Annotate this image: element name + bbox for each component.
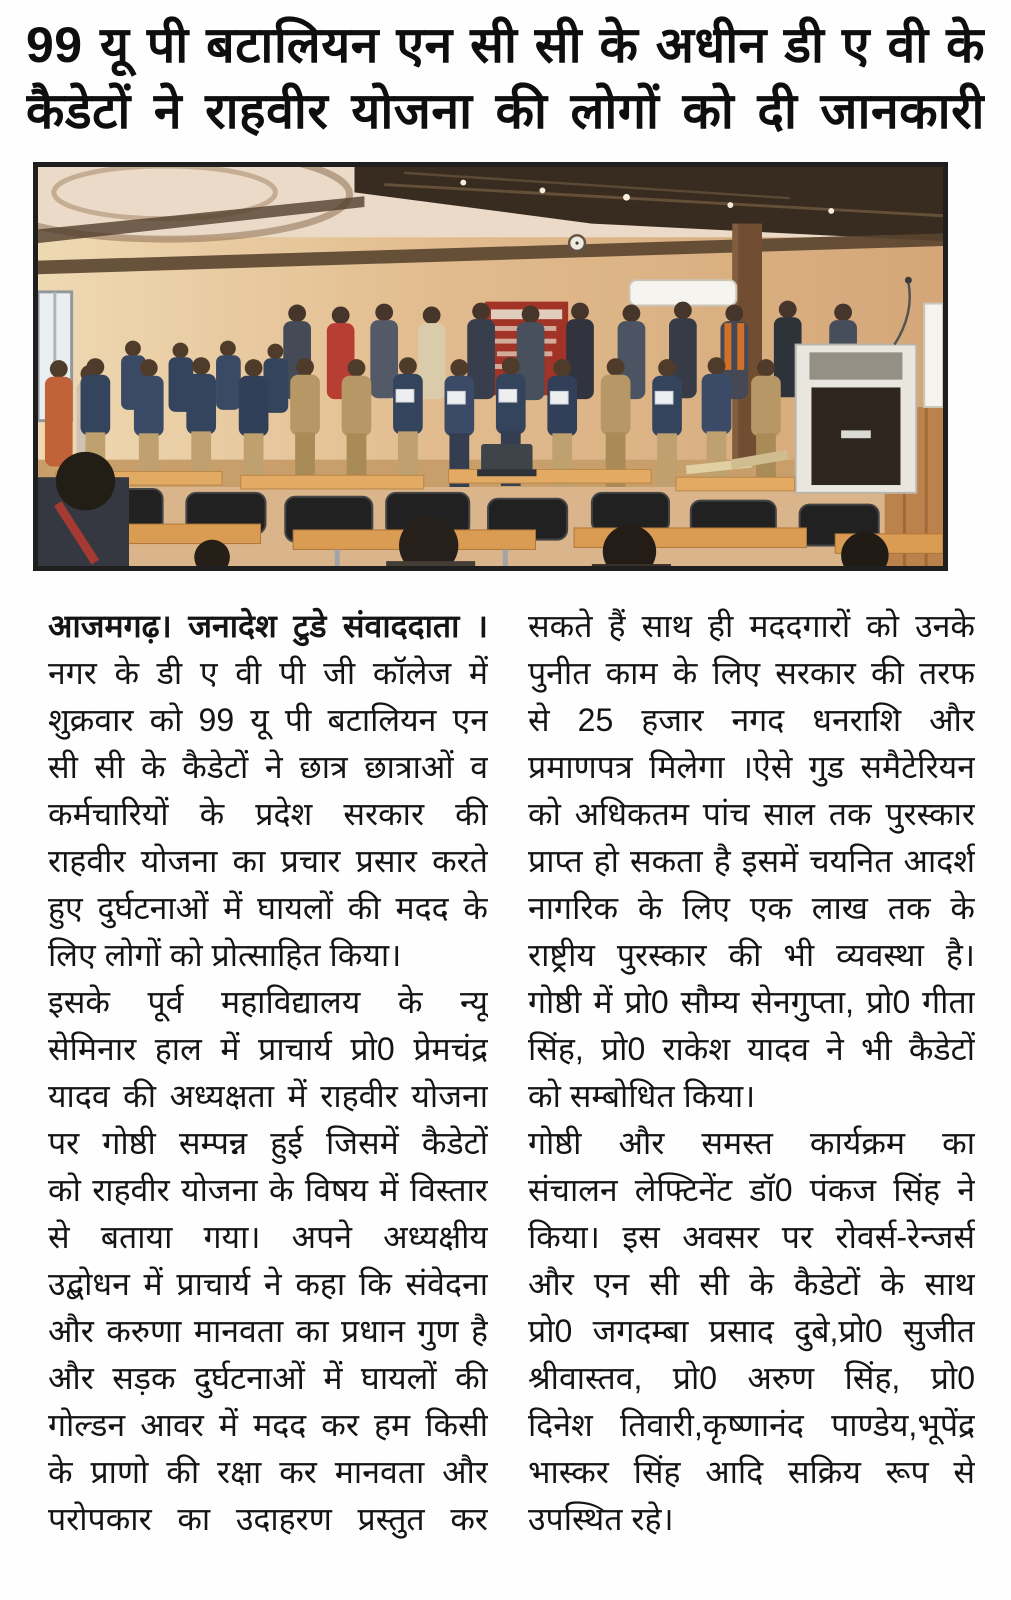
article-line: और सड़क दुर्घटनाओं में घायलों की (48, 1360, 488, 1396)
article-line: राहवीर योजना का प्रचार प्रसार करते (48, 843, 488, 879)
article-column-left (48, 603, 488, 1543)
article-line: उद्बोधन में प्राचार्य ने कहा कि संवेदना (48, 1266, 488, 1302)
article-line: सकते हैं साथ ही मददगारों को उनके (528, 608, 975, 644)
article-line: सेमिनार हाल में प्राचार्य प्रो0 प्रेमचंद्र (48, 1031, 488, 1067)
article-line: प्रो0 जगदम्बा प्रसाद दुबे,प्रो0 सुजीत (528, 1313, 975, 1349)
article-line: पुनीत काम के लिए सरकार की तरफ (528, 655, 975, 691)
article-line: आजमगढ़। जनादेश टुडे संवाददाता । (48, 608, 488, 644)
article-line: श्रीवास्तव, प्रो0 अरुण सिंह, प्रो0 (528, 1360, 975, 1396)
article-line: यादव की अध्यक्षता में राहवीर योजना (48, 1078, 488, 1114)
article-line: पर गोष्ठी सम्पन्न हुई जिसमें कैडेटों (48, 1125, 488, 1161)
article-line: किया। इस अवसर पर रोवर्स-रेन्जर्स (528, 1219, 975, 1255)
article-line: कर्मचारियों के प्रदेश सरकार की (48, 796, 488, 832)
article-line: उपस्थित रहे। (528, 1501, 674, 1537)
article-line: संचालन लेफ्टिनेंट डॉ0 पंकज सिंह ने (528, 1172, 975, 1208)
article-line: प्राप्त हो सकता है इसमें चयनित आदर्श (528, 843, 975, 879)
article-line: सिंह, प्रो0 राकेश यादव ने भी कैडेटों (528, 1031, 975, 1067)
article-line: हुए दुर्घटनाओं में घायलों की मदद के (48, 890, 488, 926)
article-line: सी सी के कैडेटों ने छात्र छात्राओं व (48, 749, 488, 785)
article-line: राष्ट्रीय पुरस्कार की भी व्यवस्था है। (528, 937, 975, 973)
article-line: नगर के डी ए वी पी जी कॉलेज में (48, 655, 488, 691)
article-line: दिनेश तिवारी,कृष्णानंद पाण्डेय,भूपेंद्र (528, 1407, 975, 1443)
article-line: से 25 हजार नगद धनराशि और (528, 702, 975, 738)
article-line: परोपकार का उदाहरण प्रस्तुत कर (48, 1501, 488, 1537)
article-body (0, 571, 1011, 1543)
article-line: और करुणा मानवता का प्रधान गुण है (48, 1313, 488, 1349)
article-line: इसके पूर्व महाविद्यालय के न्यू (48, 984, 488, 1020)
article-line: गोष्ठी में प्रो0 सौम्य सेनगुप्ता, प्रो0 गीता (528, 984, 975, 1020)
article-line: गोष्ठी और समस्त कार्यक्रम का (528, 1125, 975, 1161)
article-line: नागरिक के लिए एक लाख तक के (528, 890, 975, 926)
headline (0, 0, 1011, 144)
article-line: भास्कर सिंह आदि सक्रिय रूप से (528, 1454, 975, 1490)
article-line: से बताया गया। अपने अध्यक्षीय (48, 1219, 488, 1255)
article-line: प्रमाणपत्र मिलेगा ।ऐसे गुड समैटेरियन (528, 749, 975, 785)
headline-line-2: कैडेटों ने राहवीर योजना की लोगों को दी जानकारी (26, 83, 985, 139)
article-line: और एन सी सी के कैडेटों के साथ (528, 1266, 975, 1302)
article-line: गोल्डन आवर में मदद कर हम किसी (48, 1407, 488, 1443)
article-line: शुक्रवार को 99 यू पी बटालियन एन (48, 702, 488, 738)
article-line: को अधिकतम पांच साल तक पुरस्कार (528, 796, 975, 832)
headline-line-1: 99 यू पी बटालियन एन सी सी के अधीन डी ए वी के (26, 17, 985, 73)
article-line: लिए लोगों को प्रोत्साहित किया। (48, 937, 402, 973)
seminar-hall-scene (38, 167, 943, 566)
article-photo (33, 162, 948, 571)
article-line: को सम्बोधित किया। (528, 1078, 756, 1114)
article-line: को राहवीर योजना के विषय में विस्तार (48, 1172, 488, 1208)
article-line: के प्राणो की रक्षा कर मानवता और (48, 1454, 488, 1490)
article-column-right (528, 603, 975, 1543)
